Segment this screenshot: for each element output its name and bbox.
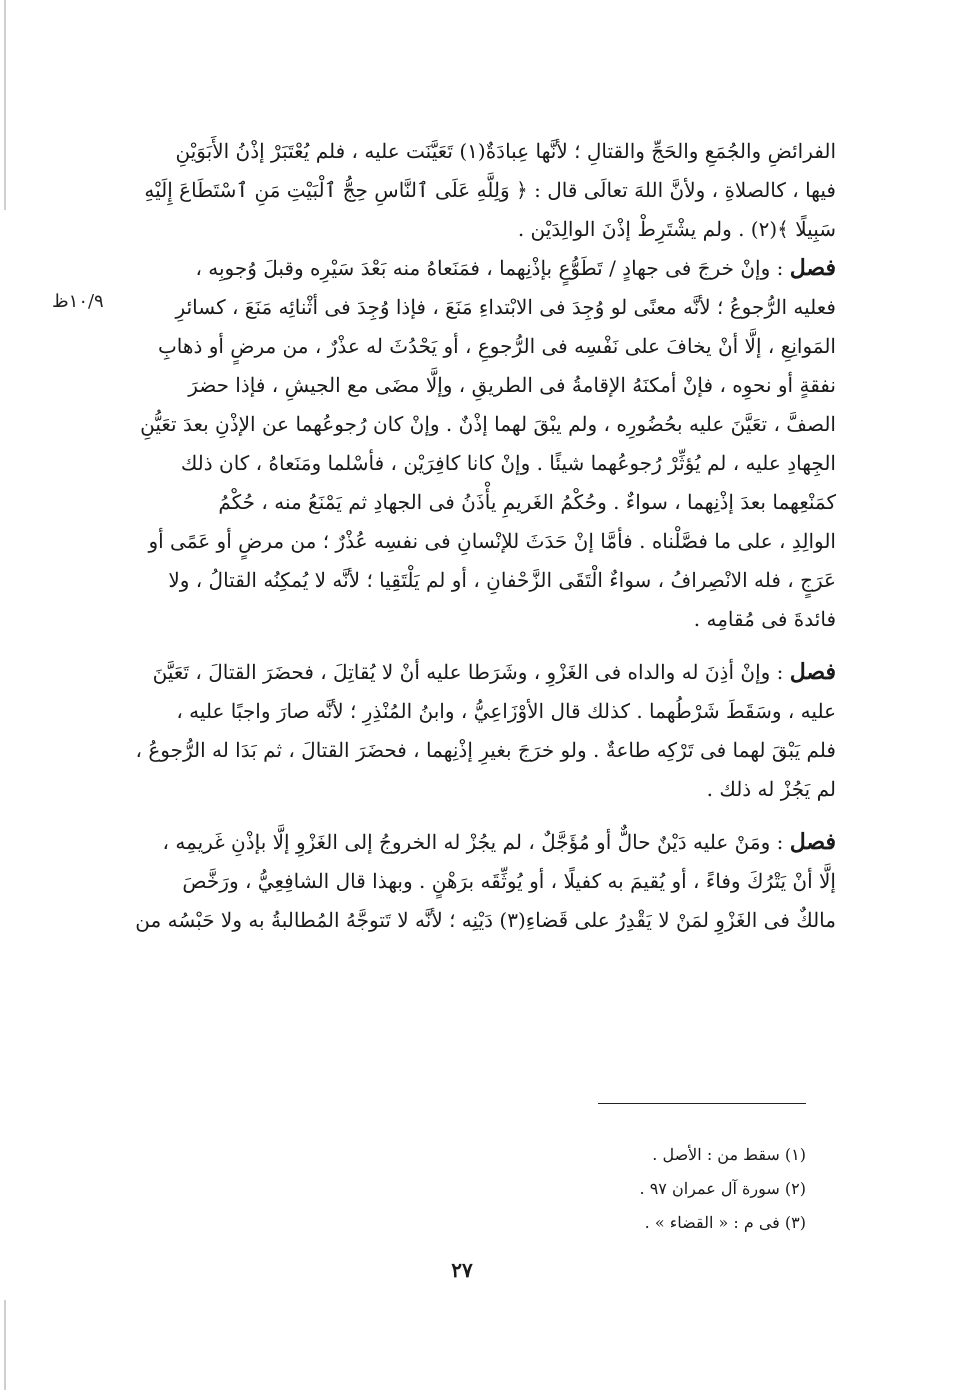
text-line: فلم يَبْقَ لهما فى تَرْكِه طاعةٌ . ولو خرَجَ بغيرِ إذْنِهما ، فحضَرَ القتالَ ، ثم بَدَا له الرُّجوعُ ، <box>135 738 836 762</box>
text-line: مالكٌ فى الغَزْوِ لمَنْ لا يَقْدِرُ على قَضاءِ(٣) دَيْنِه ؛ لأنَّه لا تَتوجَّهُ المُطالبةُ به ولا حَبْسُه من <box>135 908 836 932</box>
text-line: المَوانِعِ ، إلَّا أنْ يخافَ على نَفْسِه فى الرُّجوعِ ، أو يَحْدُثَ له عذْرٌ ، من مرضٍ أو ذهابِ <box>157 334 836 358</box>
section-label: فصل <box>789 829 836 855</box>
paragraph-continuation <box>144 132 836 249</box>
footnote-divider <box>598 1103 806 1104</box>
main-text <box>135 132 836 940</box>
text-line-content: : وإنْ أذِنَ له والداه فى الغَزْوِ ، وشَرَطا عليه أنْ لا يُقاتِلَ ، فحضَرَ القتالَ ، تَعَيَّنَ <box>152 660 784 684</box>
scan-edge-bottom <box>4 1300 6 1390</box>
text-line: فعليه الرُّجوعُ ؛ لأنَّه معنًى لو وُجِدَ فى الابْتداءِ مَنَعَ ، فإذا وُجِدَ فى أثْنائِه مَنَعَ ، كسائرِ <box>175 295 836 319</box>
text-line-content: : ومَنْ عليه دَيْنٌ حالٌّ أو مُؤَجَّلٌ ، لم يجُزْ له الخروجُ إلى الغَزْوِ إلَّا بإذْنِ غَريمِه ، <box>162 830 784 854</box>
text-line: عَرَجٍ ، فله الانْصِرافُ ، سواءٌ الْتَقَى الزَّحْفانِ ، أو لم يَلْتَقِيا ؛ لأنَّه لا يُمكِنُه القتالُ ، ولا <box>168 568 836 592</box>
text-line: الوالِدِ ، على ما فصَّلْناه . فأمَّا إنْ حَدَثَ للإنْسانِ فى نفسِه عُذْرٌ ؛ من مرضٍ أو عَمًى أو <box>148 529 836 553</box>
text-line <box>148 653 836 692</box>
text-line <box>148 823 836 862</box>
footnotes <box>500 1138 806 1240</box>
text-line: إلَّا أنْ يَتْرُكَ وفاءً ، أو يُقيمَ به كفيلًا ، أو يُوثِّقَه برَهْنٍ . وبهذا قال الشافِعِيُّ ، ورَخَّصَ <box>182 869 836 893</box>
text-line: نفقةٍ أو نحوِه ، فإنْ أمكنَهُ الإقامةُ فى الطريقِ ، وإلَّا مضَى مع الجيشِ ، فإذا حضرَ <box>188 373 836 397</box>
footnote: (٢) سورة آل عمران ٩٧ . <box>639 1179 806 1198</box>
section-label: فصل <box>789 255 836 281</box>
text-line-content: : وإنْ خرجَ فى جهادٍ / تَطَوُّعٍ بإذْنِهما ، فمَنَعاهُ منه بَعْدَ سَيْرِه وقبلَ وُجوبِه ، <box>195 256 784 280</box>
footnote: (١) سقط من : الأصل . <box>652 1145 806 1164</box>
text-line <box>148 249 836 288</box>
scan-edge-top <box>4 0 6 210</box>
paragraph-fasl-3 <box>135 823 836 940</box>
text-line: سَبِيلًا ﴾(٢) . ولم يشْتَرِطْ إذْنَ الوالِدَيْن . <box>517 217 836 241</box>
footnote: (٣) فى م : « القضاء » . <box>644 1213 806 1232</box>
text-line: كمَنْعِهما بعدَ إذْنِهما ، سواءٌ . وحُكْمُ الغَريمِ يأْذَنُ فى الجهادِ ثم يَمْنَعُ منه ، حُكْمُ <box>218 490 836 514</box>
text-line: عليه ، وسَقَطَ شَرْطُهما . كذلك قال الأوْزَاعِيُّ ، وابنُ المُنْذِرِ ؛ لأنَّه صارَ واجبًا عليه ، <box>176 699 836 723</box>
text-line: الجِهادِ عليه ، لم يُؤثِّرْ رُجوعُهما شيئًا . وإنْ كانا كافِرَيْن ، فأسْلما ومَنَعاهُ ، كان ذلك <box>180 451 836 475</box>
paragraph-fasl-2 <box>135 653 836 809</box>
text-line: فيها ، كالصلاةِ ، ولأنَّ اللهَ تعالَى قال : ﴿ وَلِلَّهِ عَلَى ٱلنَّاسِ حِجُّ ٱلْبَيْتِ مَنِ ٱسْتَطَاعَ إِلَيْهِ <box>144 178 836 202</box>
text-line: الفرائضِ والجُمَعِ والحَجِّ والقتالِ ؛ لأنَّها عِبادَةٌ(١) تَعَيَّنَت عليه ، فلم يُعْتَبَرْ إذْنُ الأَبَوَيْنِ <box>175 139 836 163</box>
section-label: فصل <box>789 659 836 685</box>
page-number: ٢٧ <box>451 1258 473 1282</box>
text-line: الصفَّ ، تعَيَّنَ عليه بحُضُورِه ، ولم يبْقَ لهما إذْنٌ . وإنْ كان رُجوعُهما عن الإذْنِ بعدَ تعَيُّنِ <box>140 412 836 436</box>
text-line: فائدةَ فى مُقامِه . <box>693 607 836 631</box>
margin-folio-note: ١٠/٩ظ <box>52 291 104 312</box>
text-line: لم يَجُزْ له ذلك . <box>706 777 836 801</box>
paragraph-fasl-1 <box>140 249 836 639</box>
